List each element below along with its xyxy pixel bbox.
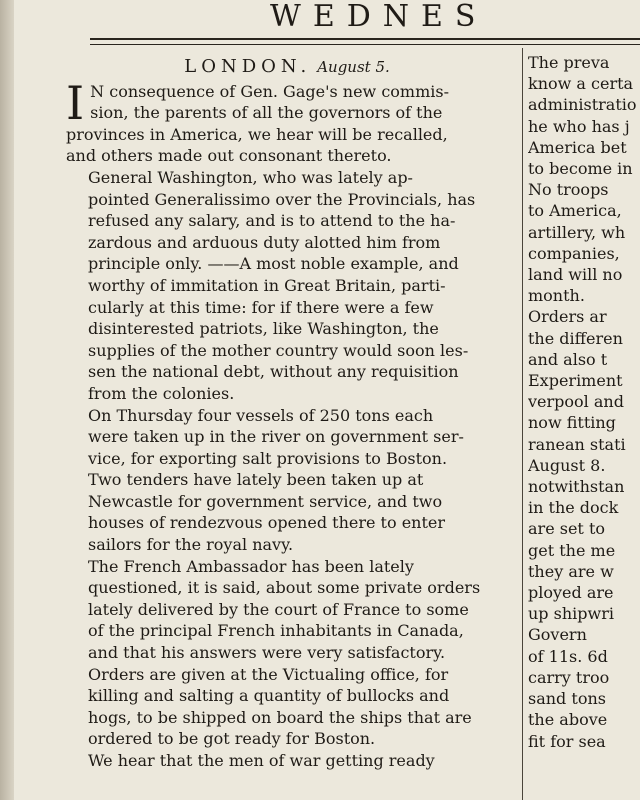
text-line: sion, the parents of all the governors of the <box>90 103 443 123</box>
masthead-title: WEDNES <box>270 0 488 34</box>
text-line: Orders ar <box>528 307 607 327</box>
article-paragraph <box>66 75 508 167</box>
text-line: America bet <box>528 137 627 157</box>
article-body-right <box>528 52 640 752</box>
text-line: to America, <box>528 201 622 221</box>
text-line: Two tenders have lately been taken up at <box>88 470 424 490</box>
text-line: N consequence of Gen. Gage's new commis- <box>90 81 449 101</box>
masthead-rule-thick <box>90 38 640 40</box>
text-line: now fitting <box>528 413 616 433</box>
dateline-city: LONDON. <box>184 56 312 77</box>
text-line: lately delivered by the court of France to some <box>88 599 469 619</box>
article-paragraph <box>66 167 508 405</box>
text-line: questioned, it is said, about some private orders <box>88 578 481 598</box>
text-line: the above <box>528 710 608 730</box>
article-paragraph <box>66 750 508 772</box>
text-line: they are w <box>528 561 614 581</box>
text-line: Govern <box>528 625 587 645</box>
text-line: up shipwri <box>528 604 614 624</box>
text-line: General Washington, who was lately ap- <box>88 167 413 187</box>
text-line: ranean stati <box>528 434 626 454</box>
text-line: and others made out consonant thereto. <box>66 146 392 166</box>
text-line: zardous and arduous duty alotted him from <box>88 232 441 252</box>
text-line: land will no <box>528 265 623 285</box>
dateline <box>66 56 508 79</box>
text-line: August 8. <box>528 455 606 475</box>
article-column-left <box>66 56 508 772</box>
text-line: he who has j <box>528 116 630 136</box>
text-line: The preva <box>528 53 610 72</box>
text-line: sen the national debt, without any requisition <box>88 362 459 382</box>
article-column-right <box>528 52 640 752</box>
text-line: disinterested patriots, like Washington, the <box>88 319 439 339</box>
text-line: fit for sea <box>528 731 606 751</box>
text-line: ordered to be got ready for Boston. <box>88 729 376 749</box>
text-line: carry troo <box>528 667 610 687</box>
dateline-date: August 5. <box>317 58 390 76</box>
text-line: to become in <box>528 159 633 179</box>
text-line: of 11s. 6d <box>528 646 608 666</box>
text-line: administratio <box>528 95 637 115</box>
text-line: On Thursday four vessels of 250 tons each <box>88 405 434 425</box>
article-paragraph <box>66 556 508 664</box>
text-line: and also t <box>528 349 608 369</box>
column-divider <box>522 48 523 800</box>
text-line: are set to <box>528 519 605 539</box>
text-line: sand tons <box>528 689 606 709</box>
text-line: get the me <box>528 540 616 560</box>
drop-cap: I <box>66 75 85 130</box>
article-paragraph <box>66 405 508 470</box>
article-paragraph <box>66 664 508 750</box>
text-line: No troops <box>528 180 609 200</box>
text-line: month. <box>528 286 585 306</box>
text-line: notwithstan <box>528 477 625 497</box>
masthead-rule-thin <box>90 44 640 45</box>
text-line: artillery, wh <box>528 222 626 242</box>
text-line: We hear that the men of war getting ready <box>88 751 435 770</box>
text-line: Orders are given at the Victualing office, for <box>88 664 449 684</box>
text-line: refused any salary, and is to attend to the ha- <box>88 211 456 231</box>
text-line: Newcastle for government service, and two <box>88 491 443 511</box>
text-line: in the dock <box>528 498 619 518</box>
text-line: were taken up in the river on government ser- <box>88 427 464 447</box>
text-line: companies, <box>528 243 620 263</box>
text-line: supplies of the mother country would soon les- <box>88 340 469 360</box>
text-line: hogs, to be shipped on board the ships that are <box>88 707 472 727</box>
text-line: houses of rendezvous opened there to enter <box>88 513 446 533</box>
text-line: verpool and <box>528 392 624 412</box>
text-line: worthy of immitation in Great Britain, parti- <box>88 275 446 295</box>
text-line: ployed are <box>528 583 614 603</box>
text-line: The French Ambassador has been lately <box>88 556 414 576</box>
text-line: principle only. ——A most noble example, and <box>88 254 459 274</box>
text-line: and that his answers were very satisfactory. <box>88 643 446 663</box>
text-line: pointed Generalissimo over the Provincials, has <box>88 189 476 209</box>
article-paragraph <box>66 469 508 555</box>
text-line: sailors for the royal navy. <box>88 535 294 555</box>
text-line: cularly at this time: for if there were a few <box>88 297 434 317</box>
article-body <box>66 75 508 772</box>
text-line: of the principal French inhabitants in Canada, <box>88 621 464 641</box>
text-line: Experiment <box>528 371 623 391</box>
text-line: provinces in America, we hear will be recalled, <box>66 124 448 144</box>
text-line: vice, for exporting salt provisions to Boston. <box>88 448 448 468</box>
text-line: the differen <box>528 328 623 348</box>
text-line: killing and salting a quantity of bullocks and <box>88 686 450 706</box>
text-line: know a certa <box>528 74 634 94</box>
text-line: from the colonies. <box>88 383 235 403</box>
